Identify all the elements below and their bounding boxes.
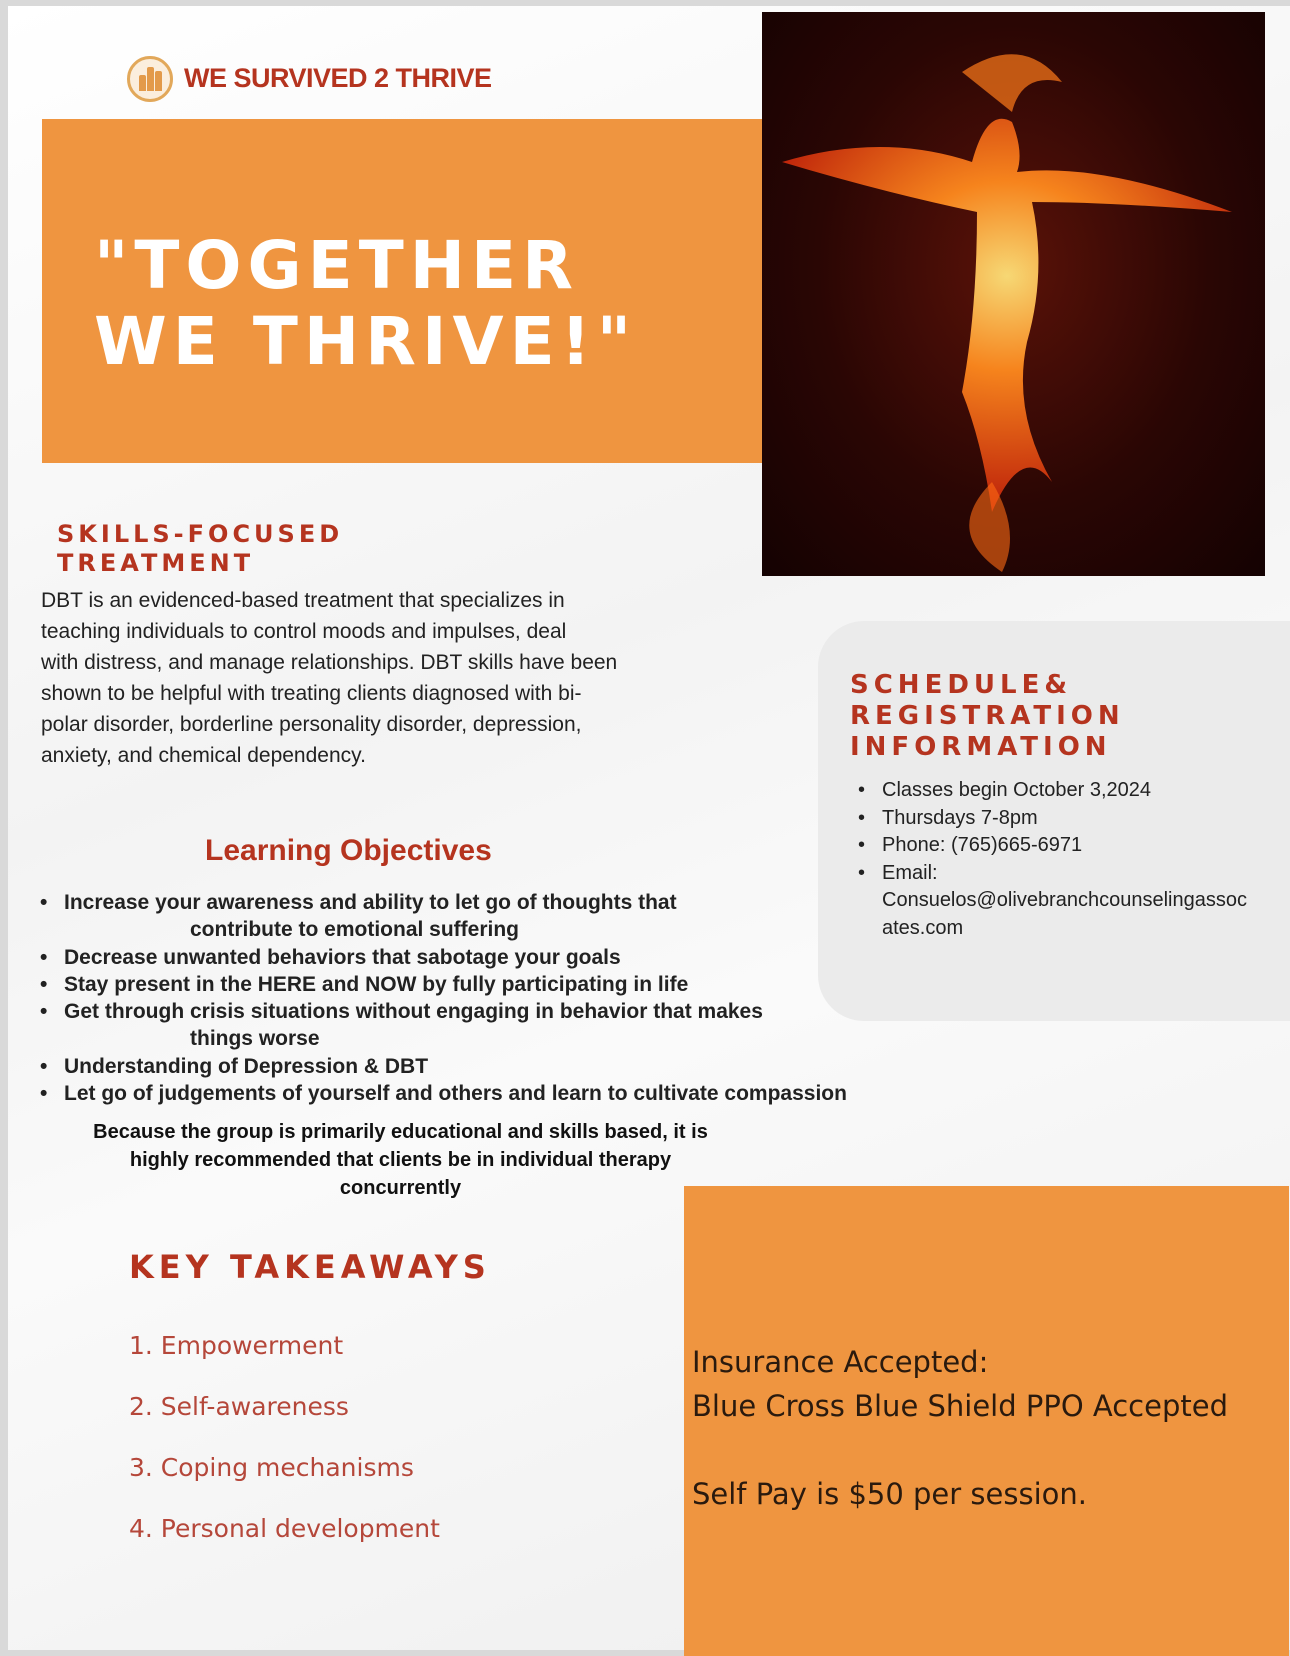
title-line: "TOGETHER [94,227,579,304]
objective-item: • Increase your awareness and ability to let go of thoughts that [38,889,938,916]
takeaway-item: 3. Coping mechanisms [129,1453,414,1482]
building-circle-logo-icon [127,56,173,102]
paragraph-line: with distress, and manage relationships. DBT skills have been [41,651,618,674]
takeaways-list [129,1331,440,1575]
title-line: WE THRIVE!" [94,303,638,380]
skills-heading [57,520,343,578]
main-title [94,228,637,380]
heading-line: REGISTRATION [850,701,1125,731]
brand-name: WE SURVIVED 2 THRIVE [184,63,492,93]
note-line: concurrently [339,1177,462,1199]
objective-continuation: contribute to emotional suffering [190,918,519,942]
email-line[interactable]: Consuelos@olivebranchcounselingassoc [882,889,1247,911]
paragraph-line: shown to be helpful with treating clients diagnosed with bi- [41,682,582,705]
note-line: Because the group is primarily educational and skills based, it is [93,1121,708,1143]
key-takeaways-heading: KEY TAKEAWAYS [129,1248,491,1286]
objective-item: • Understanding of Depression & DBT [38,1053,938,1080]
objective-continuation: things worse [190,1027,320,1051]
schedule-time: • Thursdays 7-8pm [858,805,1247,833]
objective-item: • Get through crisis situations without engaging in behavior that makes [38,998,938,1025]
schedule-heading [850,670,1125,763]
paragraph-line: teaching individuals to control moods and impulses, deal [41,620,567,643]
insurance-info [692,1340,1228,1516]
self-pay-price: Self Pay is $50 per session. [692,1477,1087,1511]
learning-objectives-heading: Learning Objectives [205,834,492,867]
email-line[interactable]: ates.com [882,916,964,939]
heading-line: INFORMATION [850,732,1112,762]
schedule-phone[interactable]: • Phone: (765)665-6971 [858,832,1247,860]
schedule-email-label: • Email: [858,860,1247,888]
insurance-plan: Blue Cross Blue Shield PPO Accepted [692,1389,1228,1423]
objective-item: • Decrease unwanted behaviors that sabotage your goals [38,944,938,971]
schedule-start-date: • Classes begin October 3,2024 [858,777,1247,805]
heading-line: SKILLS-FOCUSED [57,520,344,548]
paragraph-line: DBT is an evidenced-based treatment that specializes in [41,589,565,612]
email-link[interactable] [858,887,1247,942]
paragraph-line: anxiety, and chemical dependency. [41,744,366,767]
objective-item: • Stay present in the HERE and NOW by fully participating in life [38,971,938,998]
heading-line: TREATMENT [57,549,255,577]
takeaway-item: 1. Empowerment [129,1331,344,1360]
dbt-description [41,585,741,771]
takeaway-item: 2. Self-awareness [129,1392,349,1421]
objectives-list [38,889,938,1107]
insurance-heading: Insurance Accepted: [692,1345,989,1379]
paragraph-line: polar disorder, borderline personality disorder, depression, [41,713,582,736]
objective-item: • Let go of judgements of yourself and others and learn to cultivate compassion [38,1080,938,1107]
heading-line: SCHEDULE& [850,670,1073,700]
note-line: highly recommended that clients be in individual therapy [129,1149,672,1171]
fire-figure-image [762,12,1265,576]
takeaway-item: 4. Personal development [129,1514,440,1543]
schedule-list [858,777,1247,942]
flyer-page [8,6,1290,1650]
therapy-note [38,1118,763,1202]
